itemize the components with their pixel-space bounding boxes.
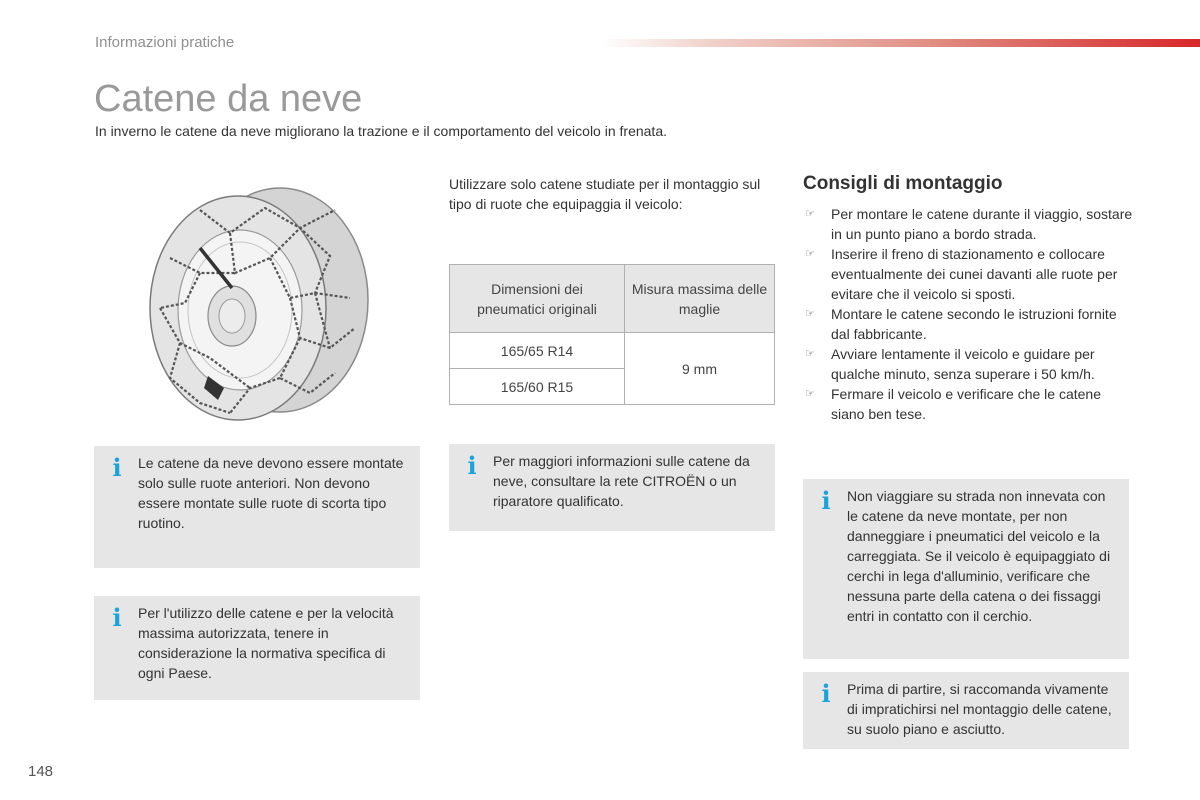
- info-text: Le catene da neve devono essere montate solo sulle ruote anteriori. Non devono essere montate sulle ruote di scorta tipo ruotino.: [138, 455, 404, 531]
- intro-text: In inverno le catene da neve migliorano la trazione e il comportamento del veicolo in frenata.: [95, 123, 667, 139]
- tire-chain-illustration: [140, 178, 380, 428]
- list-item: ☞ Fermare il veicolo e verificare che le catene siano ben tese.: [805, 386, 1102, 422]
- header-accent-bar: [600, 39, 1200, 47]
- info-icon: i: [821, 486, 831, 515]
- info-box-front-wheels: [94, 446, 420, 568]
- table-cell-mesh-size: 9 mm: [625, 333, 775, 405]
- table-cell-tire-size: 165/60 R15: [450, 369, 625, 405]
- info-icon: i: [821, 679, 831, 708]
- page-title: Catene da neve: [94, 78, 363, 120]
- info-icon: i: [467, 451, 477, 480]
- list-item: ☞ Avviare lentamente il veicolo e guidare per qualche minuto, senza superare i 50 km/h.: [805, 346, 1095, 382]
- table-header-mesh: Misura massima delle maglie: [625, 265, 775, 333]
- pointing-hand-icon: ☞: [805, 308, 815, 320]
- pointing-hand-icon: ☞: [805, 208, 815, 220]
- info-box-practice: [803, 672, 1129, 749]
- info-text: Per l'utilizzo delle catene e per la velocità massima autorizzata, tenere in considerazione la normativa specifica di ogni Paese.: [138, 605, 394, 681]
- page-number: 148: [28, 763, 54, 780]
- mounting-tips-title: Consigli di montaggio: [803, 173, 1003, 194]
- list-item: ☞ Per montare le catene durante il viaggio, sostare in un punto piano a bordo strada.: [805, 206, 1133, 242]
- table-cell-tire-size: 165/65 R14: [450, 333, 625, 369]
- info-box-dealer: [449, 444, 775, 531]
- info-box-regulations: [94, 596, 420, 700]
- info-text: Non viaggiare su strada non innevata con le catene da neve montate, per non danneggiare i pneumatici del veicolo e la carreggiata. Se il veicolo è equipaggiato di cerchi in lega d'alluminio, verificare che nessuna parte della catena o dei fissaggi entri in contatto con il cerchio.: [847, 488, 1111, 624]
- chain-size-table: [449, 264, 775, 405]
- pointing-hand-icon: ☞: [805, 348, 815, 360]
- pointing-hand-icon: ☞: [805, 248, 815, 260]
- info-box-alloy-rims: [803, 479, 1129, 659]
- usage-instructions: Utilizzare solo catene studiate per il montaggio sul tipo di ruote che equipaggia il veicolo:: [449, 176, 761, 212]
- info-text: Per maggiori informazioni sulle catene da neve, consultare la rete CITROËN o un riparatore qualificato.: [493, 453, 750, 509]
- info-icon: i: [112, 603, 122, 632]
- info-icon: i: [112, 453, 122, 482]
- pointing-hand-icon: ☞: [805, 388, 815, 400]
- table-header-dimensions: Dimensioni dei pneumatici originali: [450, 265, 625, 333]
- section-header: Informazioni pratiche: [95, 34, 235, 51]
- info-text: Prima di partire, si raccomanda vivamente di impratichirsi nel montaggio delle catene, su suolo piano e asciutto.: [847, 681, 1112, 737]
- mounting-tips-list: [803, 204, 1133, 424]
- list-item: ☞ Inserire il freno di stazionamento e collocare eventualmente dei cunei davanti alle ruote per evitare che il veicolo si sposti.: [805, 246, 1118, 302]
- list-item: ☞ Montare le catene secondo le istruzioni fornite dal fabbricante.: [805, 306, 1117, 342]
